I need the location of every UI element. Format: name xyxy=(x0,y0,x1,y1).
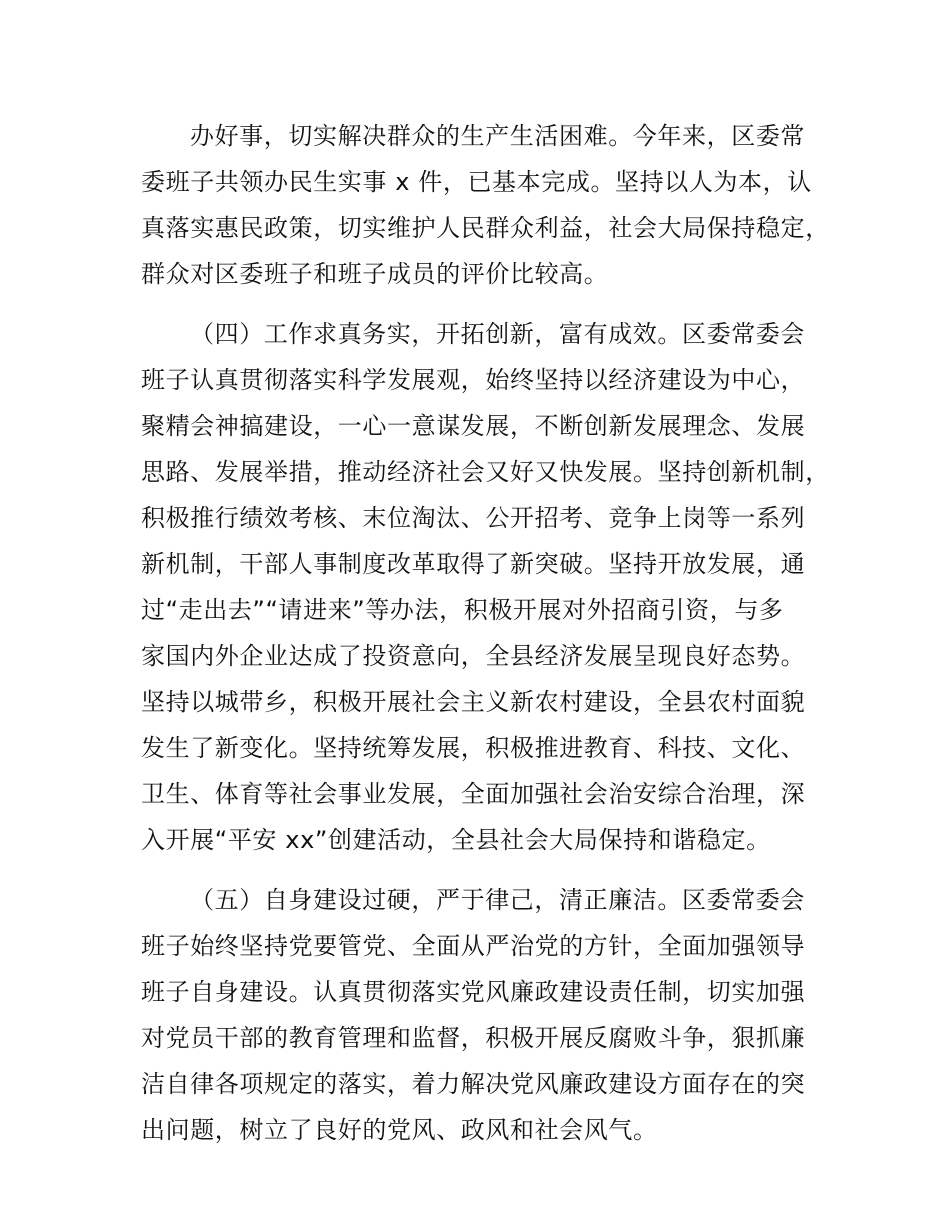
paragraph-line: 办好事，切实解决群众的生产生活困难。今年来，区委常 xyxy=(190,122,805,150)
paragraph-line: 委班子共领办民生实事 x 件，已基本完成。坚持以人为本，认 xyxy=(141,168,812,196)
paragraph-line: 积极推行绩效考核、末位淘汰、公开招考、竞争上岗等一系列 xyxy=(141,504,806,532)
paragraph-line: （五）自身建设过硬，严于律己，清正廉洁。区委常委会 xyxy=(190,886,805,914)
paragraph-line: 出问题，树立了良好的党风、政风和社会风气。 xyxy=(141,1116,658,1144)
paragraph-line: 发生了新变化。坚持统筹发展，积极推进教育、科技、文化、 xyxy=(141,734,806,762)
document-body xyxy=(141,113,841,1153)
paragraph-line: 思路、发展举措，推动经济社会又好又快发展。坚持创新机制， xyxy=(141,458,830,486)
paragraph-line: 洁自律各项规定的落实，着力解决党风廉政建设方面存在的突 xyxy=(141,1070,806,1098)
paragraph-3 xyxy=(141,877,841,1153)
paragraph-line: 班子自身建设。认真贯彻落实党风廉政建设责任制，切实加强 xyxy=(141,978,806,1006)
paragraph-line: 群众对区委班子和班子成员的评价比较高。 xyxy=(141,260,609,288)
paragraph-spacer xyxy=(141,863,841,877)
paragraph-line: 聚精会神搞建设，一心一意谋发展，不断创新发展理念、发展 xyxy=(141,412,806,440)
paragraph-1 xyxy=(141,113,841,297)
paragraph-line: 真落实惠民政策，切实维护人民群众利益，社会大局保持稳定， xyxy=(141,214,830,242)
paragraph-2 xyxy=(141,311,841,863)
paragraph-line: 班子认真贯彻落实科学发展观，始终坚持以经济建设为中心， xyxy=(141,366,806,394)
paragraph-line: （四）工作求真务实，开拓创新，富有成效。区委常委会 xyxy=(190,320,805,348)
paragraph-line: 家国内外企业达成了投资意向，全县经济发展呈现良好态势。 xyxy=(141,642,806,670)
paragraph-line: 对党员干部的教育管理和监督，积极开展反腐败斗争，狠抓廉 xyxy=(141,1024,806,1052)
paragraph-spacer xyxy=(141,297,841,311)
paragraph-line: 过“走出去”“请进来”等办法，积极开展对外招商引资，与多 xyxy=(141,596,784,624)
paragraph-line: 坚持以城带乡，积极开展社会主义新农村建设，全县农村面貌 xyxy=(141,688,806,716)
paragraph-line: 新机制，干部人事制度改革取得了新突破。坚持开放发展，通 xyxy=(141,550,806,578)
paragraph-line: 卫生、体育等社会事业发展，全面加强社会治安综合治理，深 xyxy=(141,780,806,808)
paragraph-line: 班子始终坚持党要管党、全面从严治党的方针，全面加强领导 xyxy=(141,932,806,960)
paragraph-line: 入开展“平安 xx”创建活动，全县社会大局保持和谐稳定。 xyxy=(141,826,771,854)
